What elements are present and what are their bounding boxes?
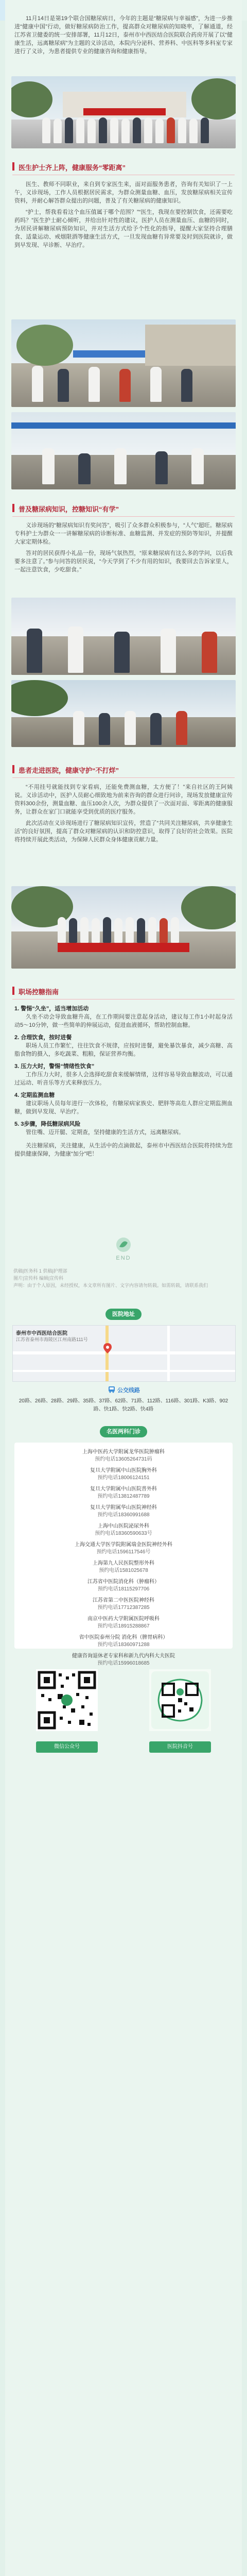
expert-item: 上海交通大学医学院附属瑞金医院神经外科 预约电话1596117546号 [75,1542,172,1555]
guide-item: 1. 警惕“久坐”，适当增加活动 [14,1006,89,1012]
section-1-paragraph-2: “护士，帮我看看这个血压值属于哪个范围？”“医生，我现在要控制饮食，还需要吃药吗？”医生护士耐心倾听，并给出针对性的建议，医护人员在测量血压、血糖的同时，为居民讲解糖尿病预防知识，并对生活方式给予个性化的指导，提醒大家坚持合理膳食、适量运动、戒烟限酒等健康生活方式，一旦发现血糖有异常要及时到医院就诊，做到早发现、早诊断、早治疗。 [14,209,233,248]
consultation-photo [11,412,236,489]
expert-item: 上海中医药大学附属龙华医院肿瘤科 预约电话13605264731码 [82,1449,165,1462]
expert-item: 南京中医药大学附属医院呼吸科 预约电话18915288867 [87,1616,160,1629]
meta-line-2: 图片|宣传科 编辑|宣传科 [13,1276,64,1281]
guide-item-text: 工作压力大时，很多人会选择吃甜食来缓解情绪，这样容易导致血糖波动，可以通过运动、听音乐等方式来释放压力。 [14,1072,233,1086]
event-group-photo [11,886,236,969]
section-2-body [5,521,242,574]
guide-item: 2. 合理饮食，按时进餐 [14,1035,72,1041]
section-4-title [12,985,235,996]
article-page [5,0,242,2576]
section-3-paragraph-2: 此次活动在义诊现场进行了糖尿病知识宣传，营造了“共同关注糖尿病，共享健康生活”的良好氛围，提高了群众对糖尿病的认识和防控意识，取得了良好的社会效果。医院将持续开展此类活动，为保障人民群众身体健康贡献力量。 [14,820,233,843]
expert-item: 复旦大学附属中山医院普外科 预约电话13812487789 [90,1486,157,1499]
section-2-paragraph-1: 义诊现场的“糖尿病知识有奖问答”，吸引了众多群众积极参与，“人气”超旺。糖尿病专科护士为群众一一讲解糖尿病的诊断标准、血糖监测、并发症的预防等知识，并提醒大家定期体检。 [14,522,233,545]
section-3-body [5,783,242,844]
douyin-account-button[interactable]: 医院抖音号 [149,1741,211,1753]
expert-item: 江苏省中医院消化科（肿瘤科） 预约电话18115297706 [87,1579,160,1592]
expert-item: 上海中山医院泌尿外科 预约电话18360590633号 [95,1523,152,1536]
intro-paragraph: 11月14日是第19个联合国糖尿病日，今年的主题是“糖尿病与幸福感”，为进一步推进“健康中国”行动，做好糖尿病防治工作，提高群众对糖尿病的知晓率，了解通道，经江苏省卫健委的统一安排部署，11月12日，泰州市中西医结合医院联合药房开展了以“健康生活，远离糖尿病”为主题的义诊活动，本院内分泌科、营养科、中医科等多科室专家进行了义诊，为患者提供专业的健康咨询和健康指导。 [14,15,233,55]
group-photo [11,76,236,148]
experts-pill: 名医两科门诊 [100,1426,147,1437]
section-3-paragraph-1: “不用挂号就能找到专家看病，还能免费测血糖，太方便了！”来自社区的王阿姨说。义诊活动中，医护人员耐心细致地为前来咨询的群众进行问诊，现场发放健康宣传资料300余份，测量血糖、血压100余人次，为群众提供了一次面对面、零距离的健康服务，让群众在家门口就能享受到优质的医疗服务。 [14,784,233,815]
hospital-map[interactable] [12,1325,236,1382]
wechat-account-button[interactable]: 微信公众号 [36,1741,98,1753]
section-2-paragraph-2: 答对的居民获得小礼品一份，现场气氛热烈，“原来糖尿病有这么多的学问，以后我要多注意了。”参与问答的居民说，“今天学到了不少有用的知识，我要回去告诉家里人，一起注意饮食，少吃甜食。” [14,550,233,573]
outdoor-clinic-photo [11,319,236,407]
guide-item: 3. 压力大时，警惕“情绪性饮食” [14,1063,95,1070]
section-1-heading: 医生护士齐上阵，健康服务“零距离” [19,164,126,172]
crowd-photo [11,680,236,747]
section-2-title [12,502,235,514]
expert-list [14,1443,233,1667]
map-street: 江苏省泰州市海陵区江州南路111号 [16,1337,88,1342]
section-3-heading: 患者走进医院，健康守护“不打烊” [19,767,119,774]
experts-card [14,1443,233,1666]
end-label: END [116,1255,131,1261]
map-pin-icon [103,1343,112,1353]
expert-item: 健康咨询退休老专家科和新九代内科大夫医院 预约电话15996018685 [72,1653,175,1666]
closing-paragraph: 关注糖尿病，关注健康，从生活中的点滴做起，泰州市中西医结合医院将持续为您提供健康保障，为健康“加分”吧！ [14,1143,233,1157]
end-leaf-icon [113,1235,134,1254]
section-1-title [12,161,235,172]
guide-list [5,1005,242,1158]
bus-icon [108,1386,115,1393]
guide-item: 5. 3步骤，降低糖尿病风险 [14,1121,81,1127]
expert-item: 复旦大学附属中山医院胸外科 预约电话18006124151 [90,1468,157,1481]
meta-line-1: 供稿|医务科 1 供稿|护理部 [13,1268,67,1274]
expert-item: 上海第九人民医院整形外科 预约电话1581025678 [93,1561,154,1573]
section-1-paragraph-1: 医生、教师不同职业，来自到专家医生来，面对面服务患者，咨询有关知识了一上午，义诊现场，工作人员根据居民需求，为群众测量血糖、血压，发放糖尿病相关宣传资料，并耐心解答群众提出的问题，普及了有关糖尿病的健康知识。 [14,181,233,204]
guide-item-text: 建议职场人员每年进行一次体检，有糖尿病家族史、肥胖等高危人群应定期监测血糖，做到早发现、早治疗。 [14,1100,233,1115]
guide-item-text: 管住嘴、迈开腿、定期查，坚持健康的生活方式，远离糖尿病。 [26,1129,184,1136]
guide-item-text: 职场人员工作繁忙，往往饮食不规律，应按时进餐，避免暴饮暴食，减少高糖、高脂食物的摄入，多吃蔬菜、粗粮，保证营养均衡。 [14,1043,233,1057]
guide-item: 4. 定期监测血糖 [14,1092,55,1098]
wechat-qr-code [36,1669,98,1731]
section-1-body [5,180,242,249]
meta-disclaimer: 声明：由于个人原因，未经授权，本文章所有图片、文字内容请勿转载。如需转载，请联系我们 [13,1283,208,1288]
expert-item: 江苏省第二中医医院神经科 预约电话17712387285 [93,1598,154,1611]
section-2-heading: 普及糖尿病知识，控糖知识“有学” [19,505,119,513]
intro-block [5,14,242,56]
address-pill: 医院地址 [105,1309,142,1320]
transit-label: 公交线路 [117,1387,140,1394]
transit-routes: 20路、26路、28路、29路、35路、37路、62路、71路、112路、116路、301路、K3路、902路、快1路、快2路、快4路 [19,1398,228,1412]
expert-item: 省中医院泰州分院 消化科（脾胃病科） 预约电话18360971288 [79,1635,168,1648]
section-3-title [12,764,235,775]
map-hospital-name: 泰州市中西医结合医院 [16,1331,67,1336]
douyin-qr-code [149,1669,211,1731]
guide-item-text: 久坐不动会导致血糖升高，在工作期间要注意起身活动，建议每工作1小时起身活动5～10分钟，做一些简单的伸展运动，促进血液循环，帮助控制血糖。 [14,1014,233,1028]
expert-item: 复旦大学附属华山医院神经科 预约电话18360991688 [90,1505,157,1518]
section-4-heading: 职场控糖指南 [19,988,59,996]
blood-test-photo [11,598,236,675]
